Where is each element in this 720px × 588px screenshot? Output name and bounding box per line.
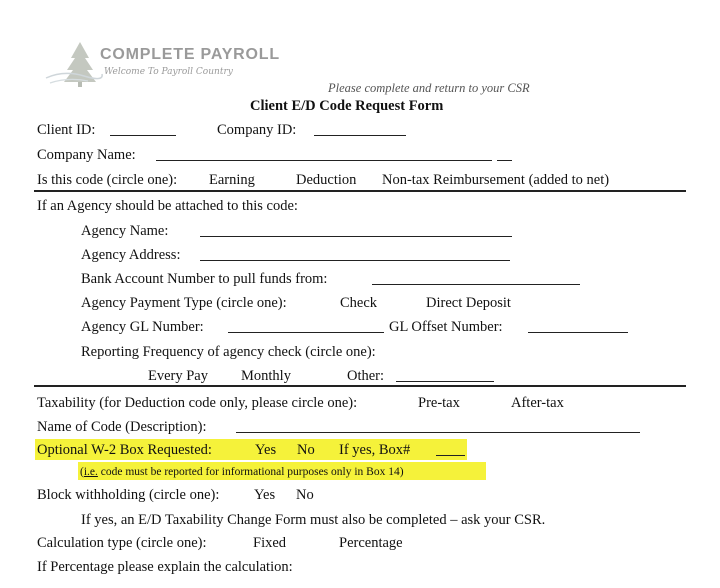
- code-type-deduction[interactable]: Deduction: [296, 172, 357, 188]
- logo-tagline: Welcome To Payroll Country: [104, 67, 233, 77]
- calc-type-question: Calculation type (circle one):: [37, 535, 207, 551]
- bank-account-field[interactable]: [372, 271, 580, 285]
- agency-address-label: Agency Address:: [81, 247, 181, 263]
- bank-account-label: Bank Account Number to pull funds from:: [81, 271, 328, 287]
- section-divider: [34, 190, 686, 192]
- frequency-monthly[interactable]: Monthly: [241, 368, 291, 384]
- taxability-question: Taxability (for Deduction code only, please circle one):: [37, 395, 358, 411]
- form-title: Client E/D Code Request Form: [250, 98, 444, 114]
- agency-intro: If an Agency should be attached to this code:: [37, 198, 298, 214]
- gl-offset-field[interactable]: [528, 319, 628, 333]
- client-id-label: Client ID:: [37, 122, 96, 138]
- w2-yes[interactable]: Yes: [255, 442, 277, 458]
- company-id-field[interactable]: [314, 122, 406, 136]
- block-withholding-yes[interactable]: Yes: [254, 487, 276, 503]
- agency-name-label: Agency Name:: [81, 223, 169, 239]
- percentage-explain-label: If Percentage please explain the calculation:: [37, 559, 293, 575]
- code-type-earning[interactable]: Earning: [209, 172, 255, 188]
- code-type-nontax[interactable]: Non-tax Reimbursement (added to net): [382, 172, 610, 188]
- company-name-field-suffix[interactable]: [497, 147, 512, 161]
- agency-gl-field[interactable]: [228, 319, 384, 333]
- return-note: Please complete and return to your CSR: [328, 81, 530, 95]
- w2-box-label: If yes, Box#: [339, 442, 411, 458]
- frequency-other-field[interactable]: [396, 368, 494, 382]
- frequency-every-pay[interactable]: Every Pay: [148, 368, 208, 384]
- block-withholding-note: If yes, an E/D Taxability Change Form must also be completed – ask your CSR.: [81, 512, 546, 528]
- w2-note: (i.e. code must be reported for informational purposes only in Box 14): [80, 466, 404, 478]
- client-id-field[interactable]: [110, 122, 176, 136]
- pine-tree-icon: [44, 40, 104, 88]
- frequency-other[interactable]: Other:: [347, 368, 385, 384]
- w2-no[interactable]: No: [297, 442, 315, 458]
- taxability-after-tax[interactable]: After-tax: [511, 395, 564, 411]
- code-name-label: Name of Code (Description):: [37, 419, 207, 435]
- agency-address-field[interactable]: [200, 247, 510, 261]
- block-withholding-question: Block withholding (circle one):: [37, 487, 220, 503]
- w2-question: Optional W-2 Box Requested:: [37, 442, 212, 458]
- agency-name-field[interactable]: [200, 223, 512, 237]
- code-name-field[interactable]: [236, 419, 640, 433]
- w2-box-field[interactable]: [436, 442, 465, 456]
- code-type-question: Is this code (circle one):: [37, 172, 178, 188]
- section-divider: [34, 385, 686, 387]
- calc-type-percentage[interactable]: Percentage: [339, 535, 403, 551]
- reporting-frequency-question: Reporting Frequency of agency check (circle one):: [81, 344, 376, 360]
- logo-name: COMPLETE PAYROLL: [100, 46, 280, 63]
- payment-type-question: Agency Payment Type (circle one):: [81, 295, 287, 311]
- company-name-field[interactable]: [156, 147, 492, 161]
- payment-type-check[interactable]: Check: [340, 295, 378, 311]
- payment-type-direct-deposit[interactable]: Direct Deposit: [426, 295, 511, 311]
- calc-type-fixed[interactable]: Fixed: [253, 535, 287, 551]
- company-name-label: Company Name:: [37, 147, 136, 163]
- company-logo: [44, 40, 304, 90]
- taxability-pre-tax[interactable]: Pre-tax: [418, 395, 460, 411]
- agency-gl-label: Agency GL Number:: [81, 319, 204, 335]
- gl-offset-label: GL Offset Number:: [389, 319, 503, 335]
- block-withholding-no[interactable]: No: [296, 487, 314, 503]
- company-id-label: Company ID:: [217, 122, 297, 138]
